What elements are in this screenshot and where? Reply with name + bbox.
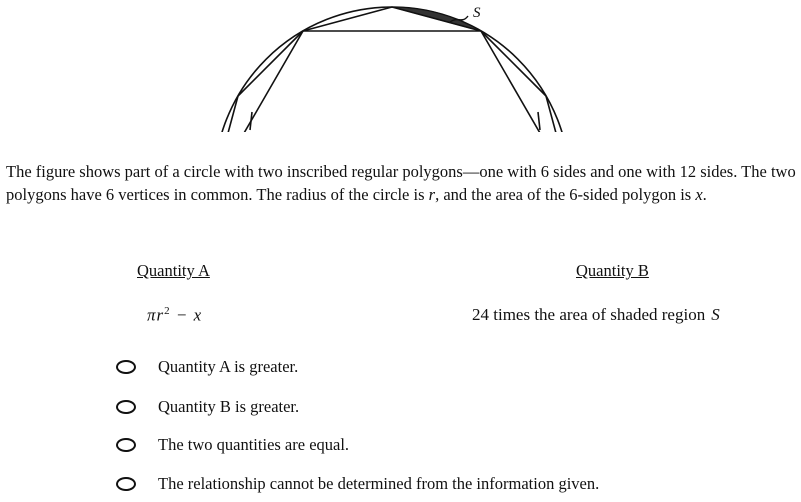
quantity-b-expression (472, 305, 720, 325)
circle-arc (214, 7, 570, 140)
quantity-b-heading: Quantity B (576, 261, 649, 280)
radio-button-icon[interactable] (116, 360, 136, 374)
choice-c[interactable] (116, 435, 349, 455)
problem-text-3: . (702, 185, 707, 204)
area-variable: x (695, 185, 703, 204)
radio-button-icon[interactable] (116, 438, 136, 452)
edge-detail (250, 112, 252, 130)
quantity-a-rest: − x (170, 305, 203, 325)
dodecagon-side (303, 7, 392, 31)
choice-d-label: The relationship cannot be determined from the information given. (158, 474, 600, 493)
quantity-b-variable: S (711, 305, 720, 324)
radio-button-icon[interactable] (116, 477, 136, 491)
choice-b[interactable] (116, 397, 299, 417)
choice-a[interactable] (116, 357, 298, 377)
hexagon-side (214, 31, 303, 140)
choice-d[interactable] (116, 474, 599, 494)
problem-text-2: , and the area of the 6-sided polygon is (435, 185, 696, 204)
problem-statement (6, 160, 796, 206)
radius-variable: r (428, 185, 436, 204)
shaded-region-label: S (473, 5, 481, 21)
problem-text-1: The figure shows part of a circle with two inscribed regular polygons—one with 6 sides and one with 12 sides. The two polygons have 6 vertices in common. The radius of the circle is (6, 162, 796, 204)
dodecagon-side (392, 7, 481, 31)
quantity-a-heading: Quantity A (137, 261, 210, 280)
quantity-a-base: πr (147, 305, 165, 325)
choice-b-label: Quantity B is greater. (158, 397, 300, 416)
radio-button-icon[interactable] (116, 400, 136, 414)
circle-polygon-figure (0, 0, 801, 140)
choice-c-label: The two quantities are equal. (158, 435, 350, 454)
quantity-a-exponent: 2 (164, 305, 171, 317)
quantity-a-expression (147, 305, 202, 326)
quantity-b-text: 24 times the area of shaded region (472, 305, 706, 324)
hexagon-side (481, 31, 570, 140)
choice-a-label: Quantity A is greater. (158, 357, 299, 376)
edge-detail (538, 112, 540, 130)
